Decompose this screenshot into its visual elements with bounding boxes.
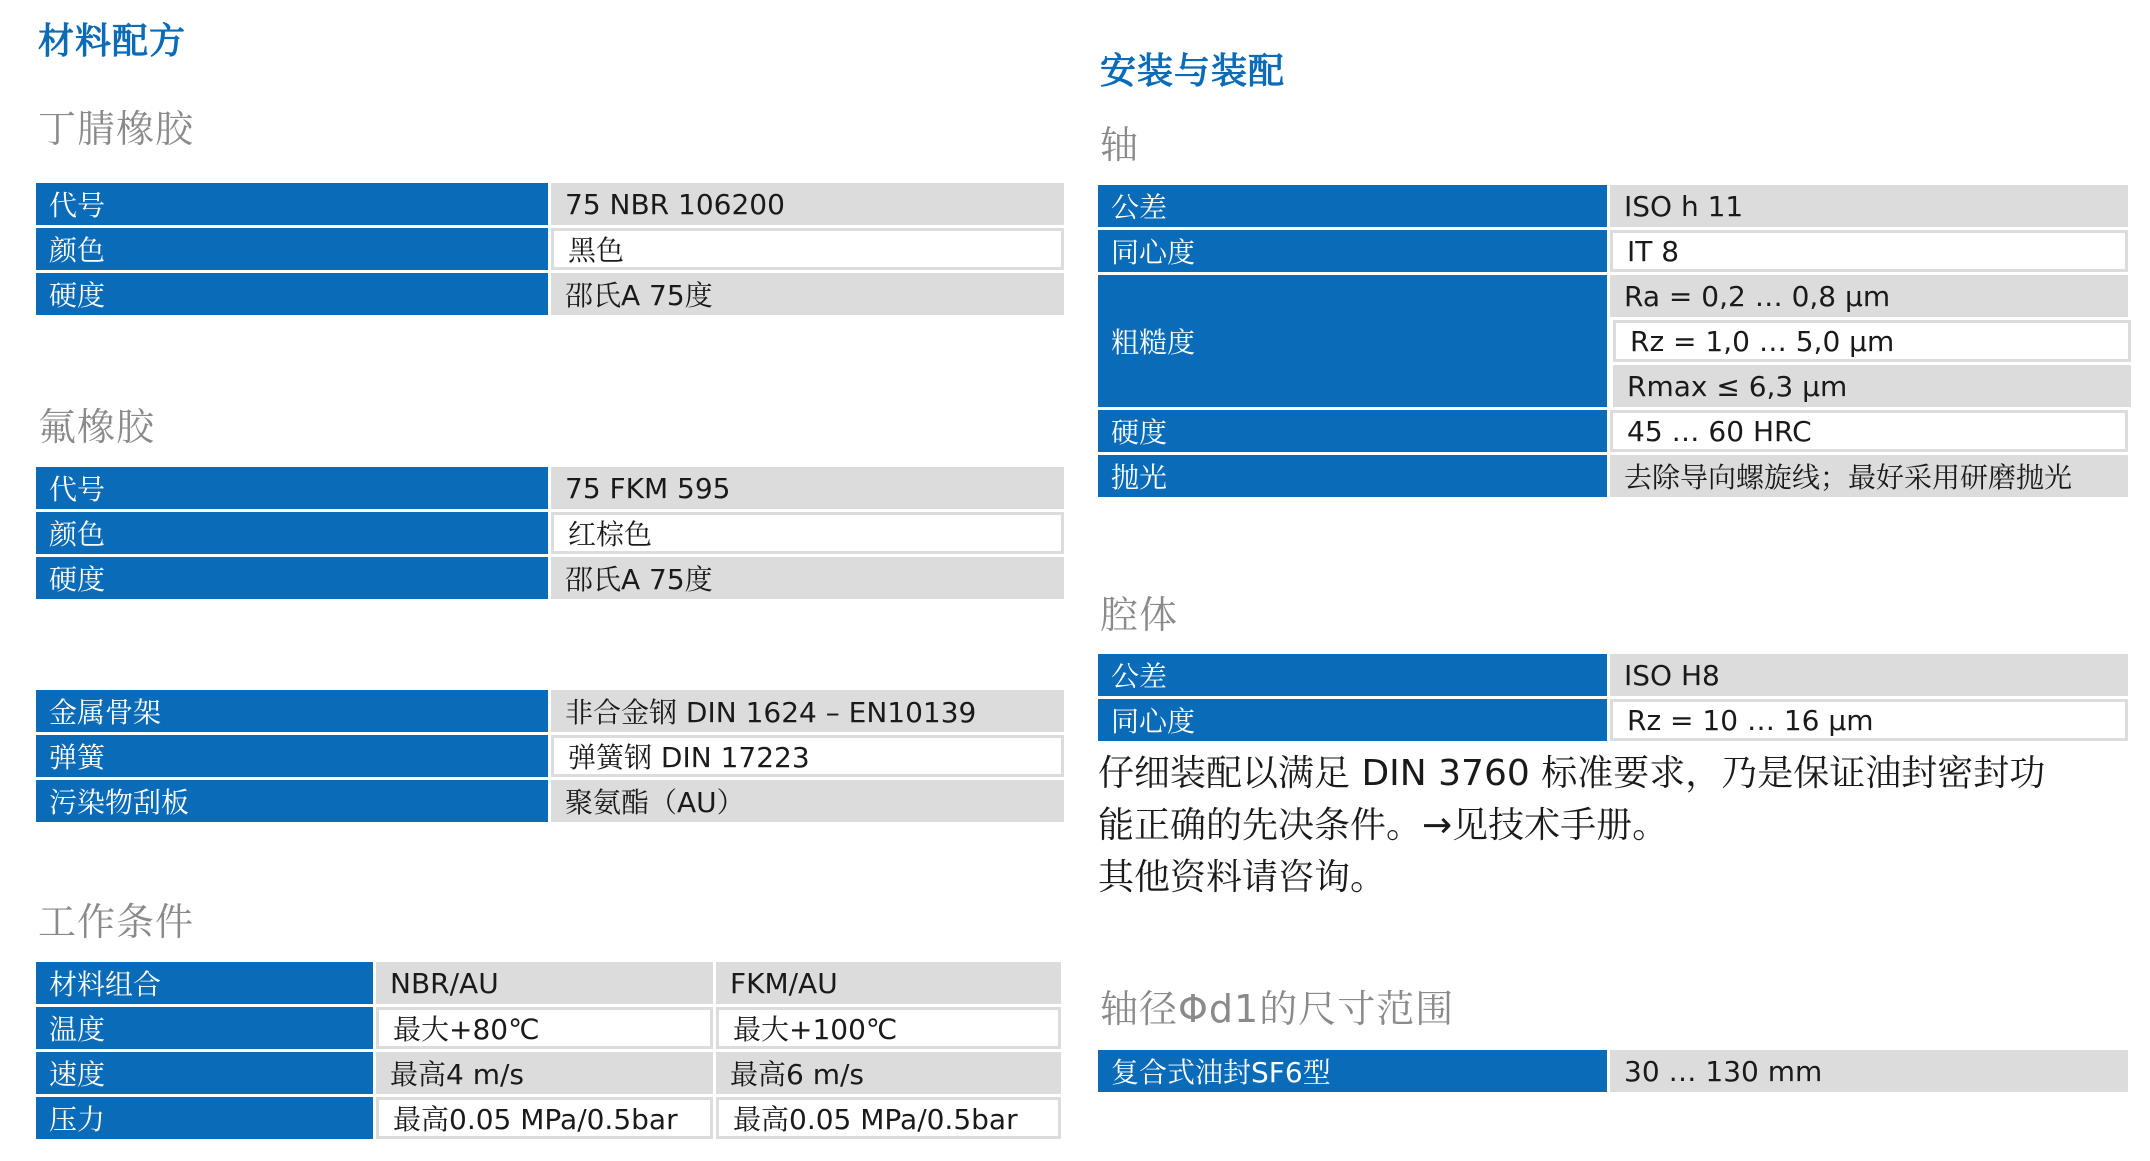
row-label: 硬度 <box>36 557 548 599</box>
row-label: 公差 <box>1098 185 1607 227</box>
table-row <box>36 183 1064 225</box>
row-value-nbr: 最高0.05 MPa/0.5bar <box>376 1097 713 1139</box>
range-heading: 轴径Φd1的尺寸范围 <box>1100 987 1455 1031</box>
nbr-table <box>36 183 1064 315</box>
table-row <box>1098 185 2131 227</box>
note-line: 能正确的先决条件。→见技术手册。 <box>1098 805 1669 846</box>
row-value: 去除导向螺旋线；最好采用研磨抛光 <box>1610 455 2128 497</box>
row-label: 代号 <box>36 467 548 509</box>
row-label: 颜色 <box>36 228 548 270</box>
table-row <box>36 1097 1061 1139</box>
table-row <box>36 962 1061 1004</box>
nbr-heading: 丁腈橡胶 <box>38 107 195 151</box>
roughness-ra: Ra = 0,2 … 0,8 μm <box>1610 275 2128 317</box>
table-row <box>36 1007 1061 1049</box>
row-label: 硬度 <box>36 273 548 315</box>
row-value-nbr: NBR/AU <box>376 962 713 1004</box>
row-value: ISO H8 <box>1610 654 2128 696</box>
roughness-rz: Rz = 1,0 … 5,0 μm <box>1613 320 2131 362</box>
row-value-fkm: 最高6 m/s <box>716 1052 1061 1094</box>
note-line: 仔细装配以满足 DIN 3760 标准要求，乃是保证油封密封功 <box>1098 753 2046 794</box>
conditions-heading: 工作条件 <box>38 900 195 944</box>
row-label: 公差 <box>1098 654 1607 696</box>
row-label: 材料组合 <box>36 962 373 1004</box>
row-value: 非合金钢 DIN 1624 – EN10139 <box>551 690 1064 732</box>
cavity-heading: 腔体 <box>1100 593 1179 637</box>
note-line: 其他资料请咨询。 <box>1098 857 1387 898</box>
fkm-table <box>36 467 1064 599</box>
table-row <box>1098 1050 2128 1092</box>
row-value: 黑色 <box>551 228 1064 270</box>
row-value: 聚氨酯（AU） <box>551 780 1064 822</box>
row-label: 粗糙度 <box>1098 275 1607 407</box>
row-label: 代号 <box>36 183 548 225</box>
shaft-heading: 轴 <box>1100 123 1140 167</box>
roughness-rmax: Rmax ≤ 6,3 μm <box>1613 365 2131 407</box>
assembly-note <box>1098 748 2150 904</box>
row-value: 45 … 60 HRC <box>1610 410 2128 452</box>
row-label: 抛光 <box>1098 455 1607 497</box>
table-row <box>36 557 1064 599</box>
table-row <box>1098 230 2131 272</box>
table-row <box>36 690 1064 732</box>
row-value: 弹簧钢 DIN 17223 <box>551 735 1064 777</box>
row-value: Rz = 10 … 16 μm <box>1610 699 2128 741</box>
row-value-nbr: 最大+80℃ <box>376 1007 713 1049</box>
table-row <box>36 1052 1061 1094</box>
table-row <box>1098 654 2128 696</box>
row-value-fkm: FKM/AU <box>716 962 1061 1004</box>
table-row <box>1098 410 2131 452</box>
row-value-fkm: 最大+100℃ <box>716 1007 1061 1049</box>
roughness-group <box>1098 275 2131 407</box>
parts-table <box>36 690 1064 822</box>
table-row <box>36 512 1064 554</box>
row-value: IT 8 <box>1610 230 2128 272</box>
row-value: 红棕色 <box>551 512 1064 554</box>
table-row <box>36 780 1064 822</box>
row-value-nbr: 最高4 m/s <box>376 1052 713 1094</box>
row-value: 邵氏A 75度 <box>551 273 1064 315</box>
row-label: 硬度 <box>1098 410 1607 452</box>
range-table <box>1098 1050 2128 1092</box>
table-row <box>1098 699 2128 741</box>
row-value: 75 NBR 106200 <box>551 183 1064 225</box>
row-label: 速度 <box>36 1052 373 1094</box>
row-value: 邵氏A 75度 <box>551 557 1064 599</box>
table-row <box>36 467 1064 509</box>
row-label: 金属骨架 <box>36 690 548 732</box>
shaft-table <box>1098 185 2131 497</box>
row-value: 30 … 130 mm <box>1610 1050 2128 1092</box>
row-label: 温度 <box>36 1007 373 1049</box>
table-row <box>36 228 1064 270</box>
conditions-table <box>36 962 1061 1139</box>
table-row <box>1098 455 2131 497</box>
row-label: 压力 <box>36 1097 373 1139</box>
row-label: 颜色 <box>36 512 548 554</box>
row-label: 复合式油封SF6型 <box>1098 1050 1607 1092</box>
table-row <box>36 735 1064 777</box>
row-label: 污染物刮板 <box>36 780 548 822</box>
roughness-values <box>1610 275 2131 407</box>
installation-title: 安装与装配 <box>1100 51 1286 92</box>
row-value: 75 FKM 595 <box>551 467 1064 509</box>
fkm-heading: 氟橡胶 <box>38 405 156 449</box>
materials-title: 材料配方 <box>38 21 187 62</box>
row-label: 同心度 <box>1098 699 1607 741</box>
row-value-fkm: 最高0.05 MPa/0.5bar <box>716 1097 1061 1139</box>
row-value: ISO h 11 <box>1610 185 2128 227</box>
row-label: 同心度 <box>1098 230 1607 272</box>
row-label: 弹簧 <box>36 735 548 777</box>
cavity-table <box>1098 654 2128 741</box>
table-row <box>36 273 1064 315</box>
